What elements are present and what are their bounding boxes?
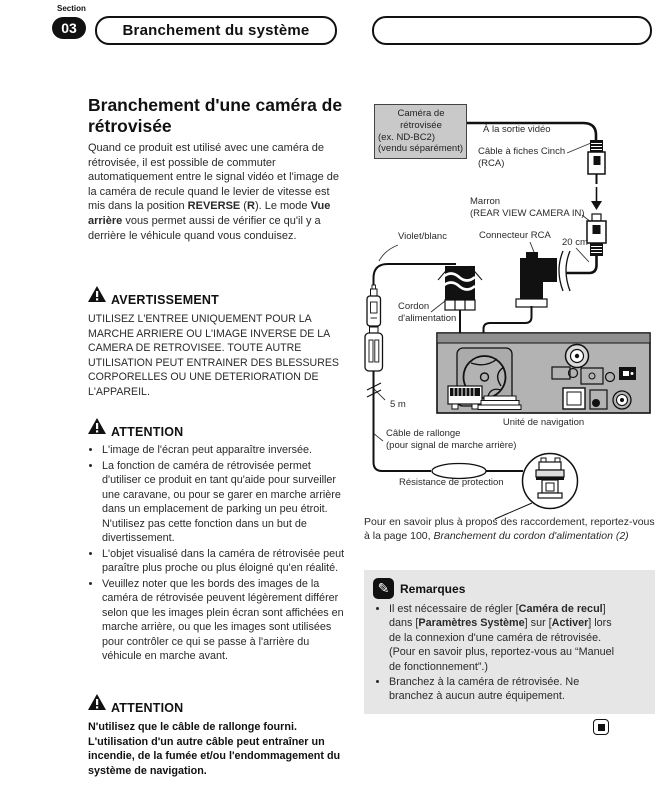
label-marron: Marron (REAR VIEW CAMERA IN) (470, 196, 585, 219)
attention2-body: N'utilisez que le câble de rallonge fourni. L'utilisation d'un autre câble peut entraîner un incendie, de la fumée et/ou l'endommagement du système de navigation. (88, 721, 341, 777)
20cm-wire (566, 256, 597, 273)
label-cinch-cable: Câble à fiches Cinch (RCA) (478, 146, 566, 169)
remarques-title: Remarques (400, 582, 466, 596)
camera-box-line: Caméra de (397, 108, 445, 119)
wire-break-mark (559, 251, 563, 291)
list-item: • L'image de l'écran peut apparaître inversée. (102, 443, 348, 458)
end-of-section-icon (593, 719, 609, 735)
label-cordon-alimentation: Cordon d'alimentation (398, 301, 457, 324)
20cm-leader-line (576, 248, 589, 262)
chapter-title-pill: Branchement du système (95, 16, 337, 45)
avertissement-title: AVERTISSEMENT (111, 293, 219, 307)
label-video-out: À la sortie vidéo (483, 124, 551, 135)
rca-elbow-connector-icon (516, 252, 557, 307)
camera-box (374, 104, 467, 159)
down-arrow (591, 187, 602, 210)
label-unite-navigation: Unité de navigation (502, 417, 585, 428)
reference-note: Pour en savoir plus à propos des raccordement, reportez-vous à la page 100, Branchement du cordon d'alimentation (2) (364, 516, 655, 542)
rca-plug-icon (588, 140, 605, 184)
violet-blanc-wire (374, 264, 457, 296)
attention1-list (88, 443, 348, 664)
remarques-box (364, 570, 655, 714)
label-20cm: 20 cm (562, 237, 588, 248)
violet-leader-line (379, 245, 398, 261)
warning-block-avertissement (88, 286, 348, 400)
label-5m: 5 m (390, 399, 406, 410)
label-resistance: Résistance de protection (399, 477, 504, 488)
list-item: • Veuillez noter que les bords des images de la caméra de rétrovisée peuvent légèrement différer selon que les images plein écran sont affichées en marche arrière, ou que les images sont utilisées pour contrôler ce qui se passe à l'arrière du véhicule en marche avant. (102, 577, 348, 664)
warning-icon (88, 286, 106, 307)
camera-box-line: (ex. ND-BC2) (378, 131, 436, 143)
attention1-title: ATTENTION (111, 425, 184, 439)
wire-break-mark (566, 251, 570, 291)
list-item: • Branchez à la caméra de rétrovisée. Ne branchez à aucun autre équipement. (389, 675, 623, 704)
section-number-badge: 03 (52, 17, 86, 39)
caution-block-1 (88, 418, 348, 665)
bullet-connector-male-icon (367, 285, 381, 326)
connector-detail-circle (495, 454, 578, 520)
extension-cable-wire (374, 371, 432, 471)
camera-box-line: rétrovisée (400, 119, 442, 131)
avertissement-body: UTILISEZ L'ENTREE UNIQUEMENT POUR LA MARCHE ARRIERE OU L'IMAGE INVERSE DE LA CAMERA DE RETROVISEE. TOUTE AUTRE UTILISATION PEUT ENTRAINER DES BLESSURES CORPORELLES OU UNE DETERIORATION DE L'APPAREIL. (88, 313, 339, 398)
label-cable-rallonge: Câble de rallonge (pour signal de marche arrière) (386, 428, 517, 451)
camera-box-line: (vendu séparément) (378, 143, 464, 155)
attention2-title: ATTENTION (111, 701, 184, 715)
label-connecteur-rca: Connecteur RCA (479, 230, 551, 241)
warning-icon (88, 694, 106, 715)
warning-icon (88, 418, 106, 439)
pencil-icon: ✎ (373, 578, 394, 599)
header-empty-pill (372, 16, 652, 45)
label-violet-blanc: Violet/blanc (398, 231, 447, 242)
list-item: • La fonction de caméra de rétrovisée permet d'utiliser ce produit en tant qu'aide pour surveiller une caravane, ou pour se garer en marche arrière dans un emplacement de parking un peu étroit. N'utilisez pas cette fonction dans un but de divertissement. (102, 459, 348, 546)
list-item: • L'objet visualisé dans la caméra de rétrovisée peut paraître plus proche ou plus éloigné qu'en réalité. (102, 547, 348, 576)
page-title: Branchement d'une caméra de rétrovisée (88, 95, 343, 136)
bullet-connector-female-icon (365, 327, 383, 371)
navigation-unit-icon (437, 333, 650, 413)
list-item: • Il est nécessaire de régler [Caméra de recul] dans [Paramètres Système] sur [Activer] lors de la connexion d'une caméra de rétrovisée. (Pour en savoir plus, reportez-vous au “Manuel de fonctionnement”.) (389, 602, 623, 674)
section-label: Section (57, 4, 86, 13)
remarques-list (376, 602, 631, 705)
caution-block-2 (88, 694, 348, 778)
intro-paragraph: Quand ce produit est utilisé avec une caméra de rétrovisée, il est possible de commuter automatiquement entre le signal vidéo et l'image de la caméra de recule quand le levier de vitesse est mis dans la position REVERSE (R). Le mode Vue arrière vous permet aussi de vérifier ce qu'il y a derrière le véhicule quand vous conduisez. (88, 142, 339, 242)
rear-view-camera-in-plug-icon (587, 214, 606, 256)
